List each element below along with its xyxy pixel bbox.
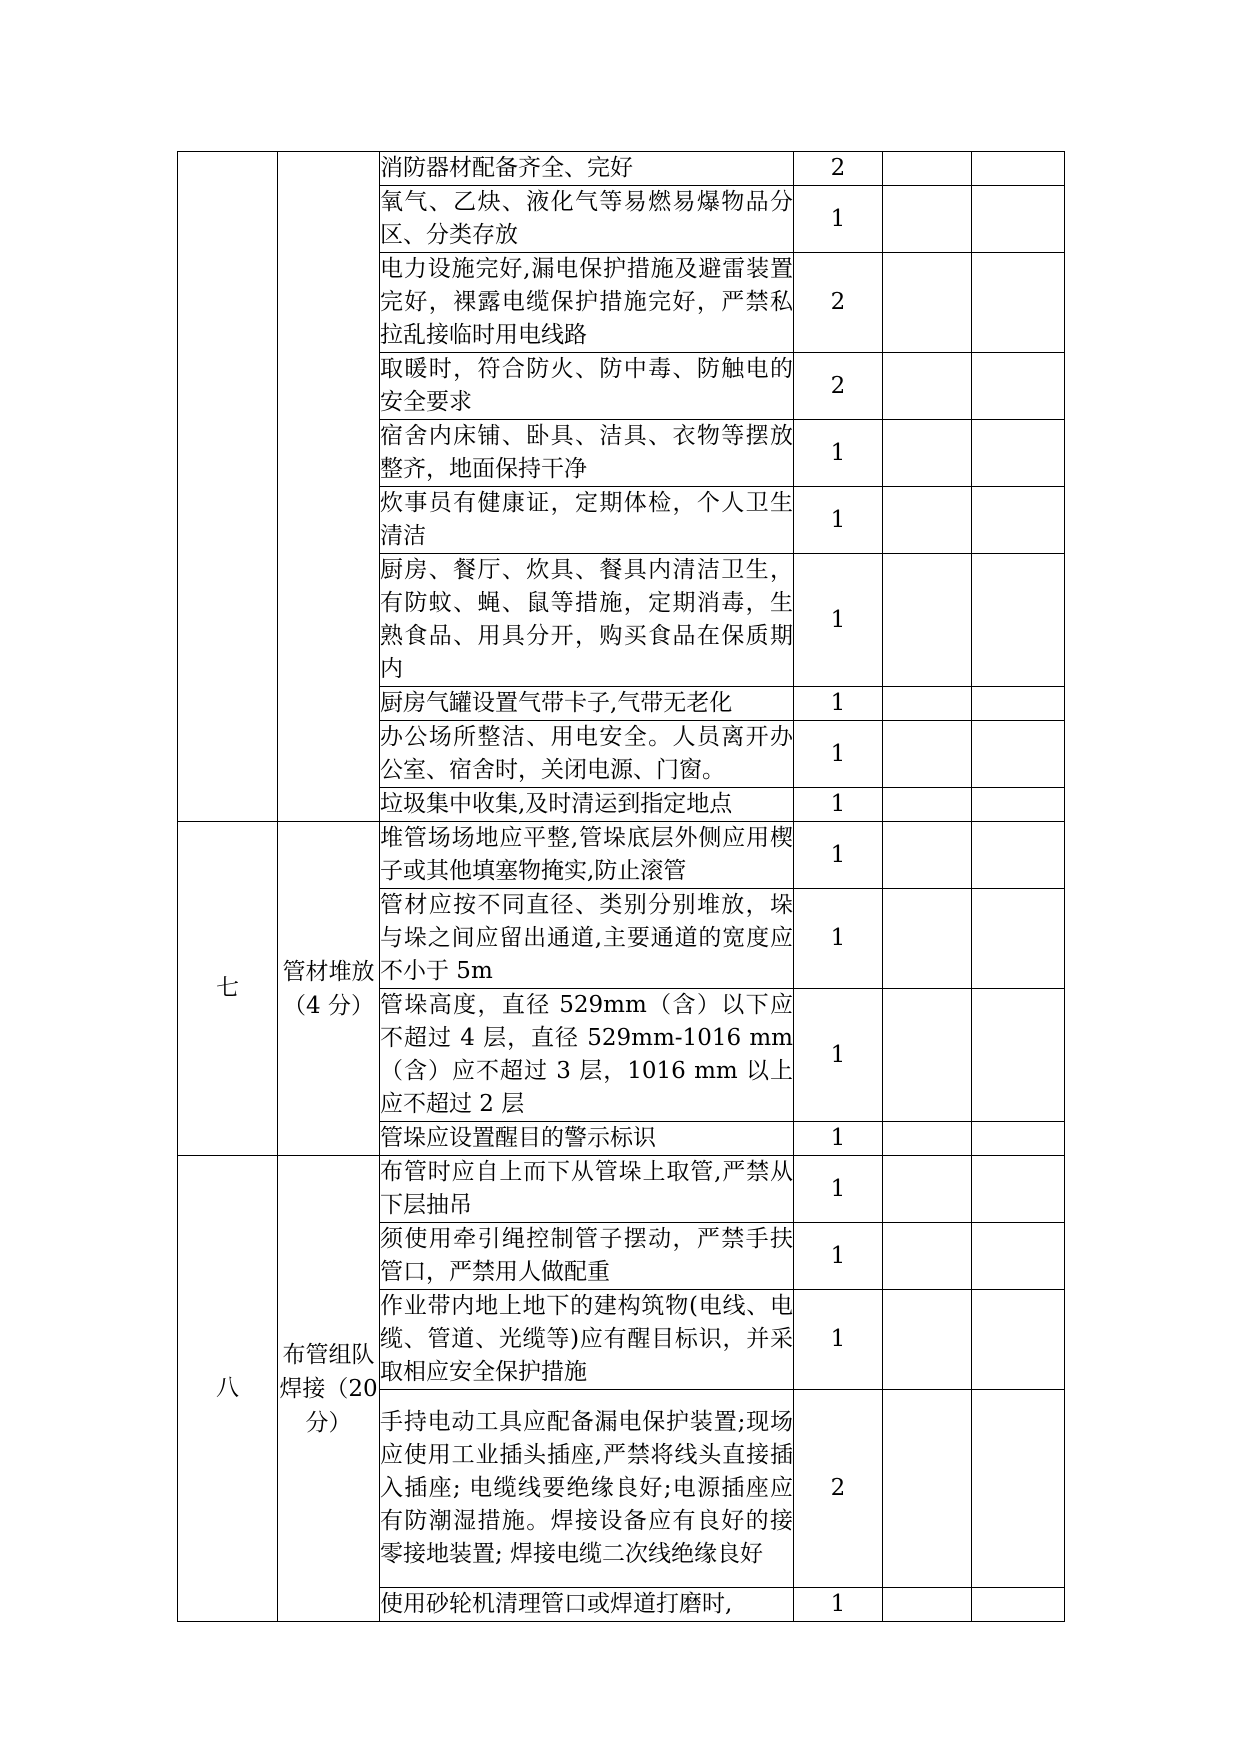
deduction-cell [883, 989, 972, 1122]
score-cell: 1 [794, 889, 883, 989]
remark-cell [972, 889, 1065, 989]
score-cell: 1 [794, 822, 883, 889]
score-cell: 2 [794, 353, 883, 420]
deduction-cell [883, 889, 972, 989]
score-cell: 1 [794, 554, 883, 687]
check-item: 厨房、餐厅、炊具、餐具内清洁卫生，有防蚊、蝇、鼠等措施，定期消毒，生熟食品、用具分开，购买食品在保质期内 [380, 554, 794, 687]
deduction-cell [883, 1290, 972, 1390]
remark-cell [972, 420, 1065, 487]
deduction-cell [883, 822, 972, 889]
remark-cell [972, 253, 1065, 353]
score-cell: 1 [794, 1588, 883, 1622]
check-item: 炊事员有健康证，定期体检，个人卫生清洁 [380, 487, 794, 554]
deduction-cell [883, 152, 972, 186]
group-number-cell [178, 152, 278, 822]
score-cell: 2 [794, 1390, 883, 1588]
deduction-cell [883, 1223, 972, 1290]
deduction-cell [883, 1390, 972, 1588]
remark-cell [972, 1390, 1065, 1588]
score-cell: 1 [794, 1290, 883, 1390]
remark-cell [972, 1588, 1065, 1622]
deduction-cell [883, 687, 972, 721]
score-cell: 1 [794, 1223, 883, 1290]
deduction-cell [883, 1588, 972, 1622]
group-number-cell: 八 [178, 1156, 278, 1622]
check-item: 管垛高度，直径 529mm（含）以下应不超过 4 层，直径 529mm-1016 mm（含）应不超过 3 层，1016 mm 以上应不超过 2 层 [380, 989, 794, 1122]
check-item: 作业带内地上地下的建构筑物(电线、电缆、管道、光缆等)应有醒目标识，并采取相应安全保护措施 [380, 1290, 794, 1390]
remark-cell [972, 687, 1065, 721]
score-cell: 1 [794, 420, 883, 487]
remark-cell [972, 1290, 1065, 1390]
group-name-cell: 布管组队焊接（20 分） [278, 1156, 380, 1622]
table-row [178, 822, 1065, 889]
deduction-cell [883, 1122, 972, 1156]
remark-cell [972, 353, 1065, 420]
deduction-cell [883, 721, 972, 788]
score-cell: 2 [794, 152, 883, 186]
check-item: 消防器材配备齐全、完好 [380, 152, 794, 186]
remark-cell [972, 487, 1065, 554]
deduction-cell [883, 186, 972, 253]
remark-cell [972, 989, 1065, 1122]
score-cell: 1 [794, 687, 883, 721]
table-row [178, 152, 1065, 186]
score-cell: 1 [794, 186, 883, 253]
deduction-cell [883, 487, 972, 554]
check-item: 布管时应自上而下从管垛上取管,严禁从下层抽吊 [380, 1156, 794, 1223]
deduction-cell [883, 554, 972, 687]
inspection-score-table [177, 151, 1065, 1622]
group-number-cell: 七 [178, 822, 278, 1156]
remark-cell [972, 1156, 1065, 1223]
check-item: 氧气、乙炔、液化气等易燃易爆物品分区、分类存放 [380, 186, 794, 253]
score-cell: 1 [794, 788, 883, 822]
remark-cell [972, 186, 1065, 253]
check-item: 垃圾集中收集,及时清运到指定地点 [380, 788, 794, 822]
check-item: 使用砂轮机清理管口或焊道打磨时, [380, 1588, 794, 1622]
score-cell: 2 [794, 253, 883, 353]
remark-cell [972, 1122, 1065, 1156]
deduction-cell [883, 788, 972, 822]
check-item: 堆管场场地应平整,管垛底层外侧应用楔子或其他填塞物掩实,防止滚管 [380, 822, 794, 889]
remark-cell [972, 152, 1065, 186]
remark-cell [972, 788, 1065, 822]
group-name-cell [278, 152, 380, 822]
check-item: 办公场所整洁、用电安全。人员离开办公室、宿舍时，关闭电源、门窗。 [380, 721, 794, 788]
check-item: 取暖时，符合防火、防中毒、防触电的安全要求 [380, 353, 794, 420]
remark-cell [972, 822, 1065, 889]
check-item: 须使用牵引绳控制管子摆动，严禁手扶管口，严禁用人做配重 [380, 1223, 794, 1290]
check-item: 厨房气罐设置气带卡子,气带无老化 [380, 687, 794, 721]
score-cell: 1 [794, 989, 883, 1122]
deduction-cell [883, 1156, 972, 1223]
score-cell: 1 [794, 1122, 883, 1156]
remark-cell [972, 1223, 1065, 1290]
score-cell: 1 [794, 1156, 883, 1223]
check-item: 管垛应设置醒目的警示标识 [380, 1122, 794, 1156]
check-item: 电力设施完好,漏电保护措施及避雷装置完好，裸露电缆保护措施完好，严禁私拉乱接临时用电线路 [380, 253, 794, 353]
table-row [178, 1156, 1065, 1223]
deduction-cell [883, 420, 972, 487]
group-name-cell: 管材堆放（4 分） [278, 822, 380, 1156]
score-cell: 1 [794, 487, 883, 554]
check-item: 宿舍内床铺、卧具、洁具、衣物等摆放整齐，地面保持干净 [380, 420, 794, 487]
deduction-cell [883, 253, 972, 353]
remark-cell [972, 721, 1065, 788]
remark-cell [972, 554, 1065, 687]
score-cell: 1 [794, 721, 883, 788]
deduction-cell [883, 353, 972, 420]
check-item: 管材应按不同直径、类别分别堆放，垛与垛之间应留出通道,主要通道的宽度应不小于 5m [380, 889, 794, 989]
check-item: 手持电动工具应配备漏电保护装置;现场应使用工业插头插座,严禁将线头直接插入插座; 电缆线要绝缘良好;电源插座应有防潮湿措施。焊接设备应有良好的接零接地装置; 焊接电缆二次线绝缘良好 [380, 1390, 794, 1588]
